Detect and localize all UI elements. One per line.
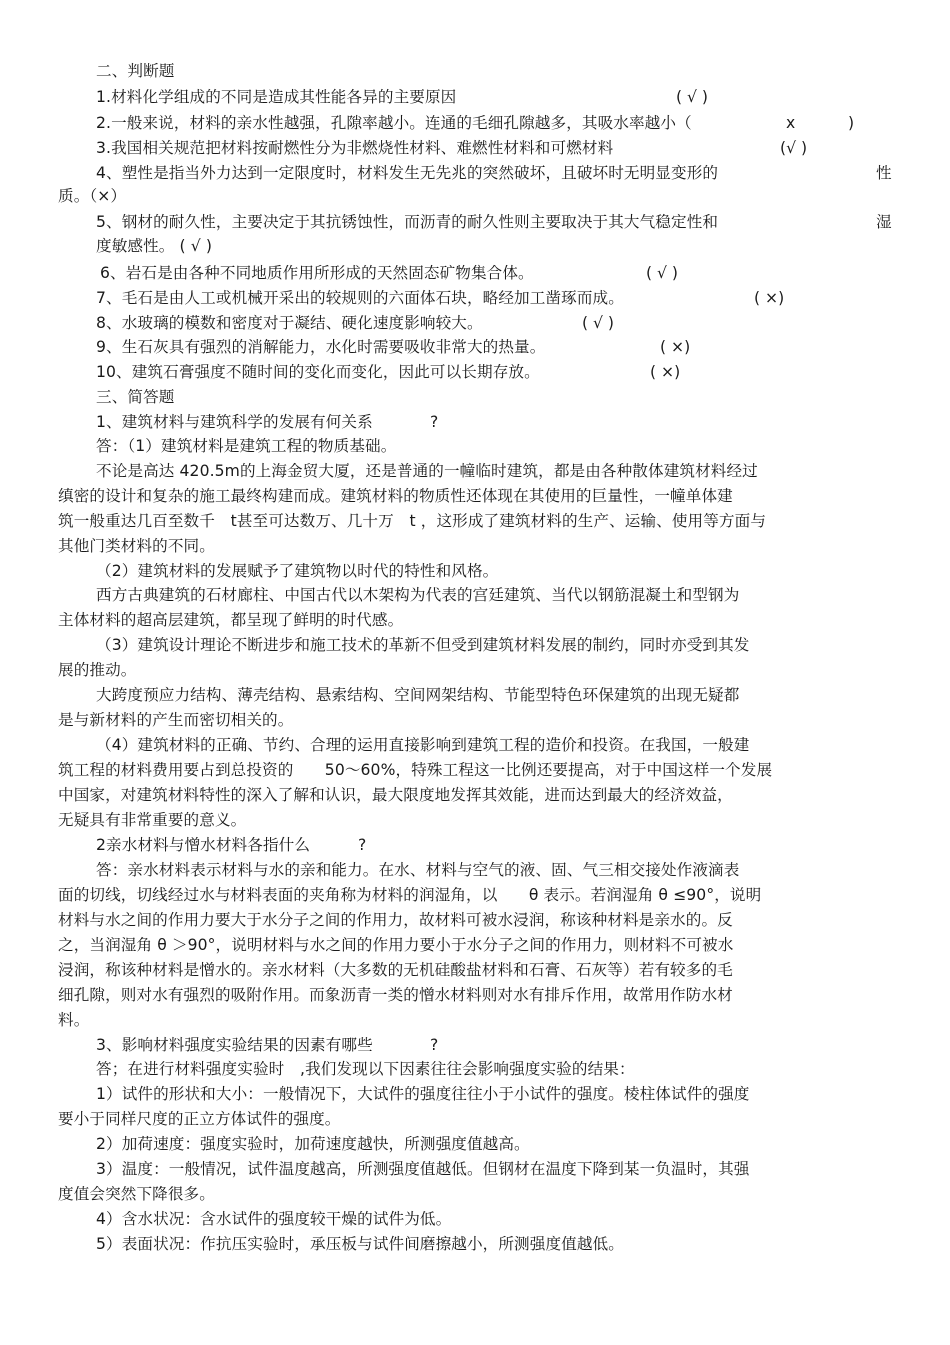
question-1-line: 其他门类材料的不同。 xyxy=(58,537,215,555)
question-2-line: 材料与水之间的作用力要大于水分子之间的作用力，故材料可被水浸润，称该种材料是亲水的。反 xyxy=(58,911,733,929)
question-1-line: 中国家，对建筑材料特性的深入了解和认识，最大限度地发挥其效能，进而达到最大的经济效益， xyxy=(58,786,733,804)
judgment-item-4: 4、塑性是指当外力达到一定限度时，材料发生无先兆的突然破坏，且破坏时无明显变形的 xyxy=(96,164,719,182)
judgment-item-1: 1.材料化学组成的不同是造成其性能各异的主要原因 xyxy=(96,88,457,106)
question-3-line: 答；在进行材料强度实验时 ,我们发现以下因素往往会影响强度实验的结果： xyxy=(96,1060,635,1078)
judgment-answer-8: ( √ ) xyxy=(582,314,615,332)
judgment-answer-1: ( √ ) xyxy=(676,88,709,106)
question-1-line: 大跨度预应力结构、薄壳结构、悬索结构、空间网架结构、节能型特色环保建筑的出现无疑都 xyxy=(96,686,740,704)
question-2-line: 答：亲水材料表示材料与水的亲和能力。在水、材料与空气的液、固、气三相交接处作液滴表 xyxy=(96,861,740,879)
question-1-line: 西方古典建筑的石材廊柱、中国古代以木架构为代表的宫廷建筑、当代以钢筋混凝土和型钢为 xyxy=(96,586,740,604)
question-1-line: 不论是高达 420.5m的上海金贸大厦，还是普通的一幢临时建筑，都是由各种散体建筑材料经过 xyxy=(96,462,758,480)
judgment-answer-7: ( ×) xyxy=(754,289,785,307)
question-1-line: （2）建筑材料的发展赋予了建筑物以时代的特性和风格。 xyxy=(96,562,499,580)
question-1-qmark: ? xyxy=(430,413,439,431)
section-heading-short-answer: 三、简答题 xyxy=(96,388,175,406)
question-2-line: 之，当润湿角 θ ＞90°，说明材料与水之间的作用力要小于水分子之间的作用力，则材料不可被水 xyxy=(58,936,734,954)
judgment-item-5: 5、钢材的耐久性，主要决定于其抗锈蚀性，而沥青的耐久性则主要取决于其大气稳定性和 xyxy=(96,213,719,231)
judgment-answer-10: ( ×) xyxy=(650,363,681,381)
judgment-item-5-tail: 湿 xyxy=(876,213,892,231)
judgment-answer-3: (√ ) xyxy=(780,139,808,157)
question-1-line: 无疑具有非常重要的意义。 xyxy=(58,811,247,829)
question-1-line: （3）建筑设计理论不断进步和施工技术的革新不但受到建筑材料发展的制约，同时亦受到其发 xyxy=(96,636,750,654)
question-2-line: 料。 xyxy=(58,1011,90,1029)
judgment-answer-2: x xyxy=(786,114,796,132)
question-1-line: 筑一般重达几百至数千 t甚至可达数万、几十万 t ，这形成了建筑材料的生产、运输、使用等方面与 xyxy=(58,512,767,530)
question-1-line: 筑工程的材料费用要占到总投资的 50～60%，特殊工程这一比例还要提高，对于中国这样一个发展 xyxy=(58,761,773,779)
question-3-line: 5）表面状况：作抗压实验时，承压板与试件间磨擦越小，所测强度值越低。 xyxy=(96,1235,624,1253)
judgment-answer-2-close: ) xyxy=(848,114,855,132)
question-1-line: 缜密的设计和复杂的施工最终构建而成。建筑材料的物质性还体现在其使用的巨量性，一幢单体建 xyxy=(58,487,733,505)
question-2-title: 2亲水材料与憎水材料各指什么 xyxy=(96,836,311,854)
judgment-item-4-cont: 质。（×） xyxy=(58,187,127,205)
section-heading-judgment: 二、判断题 xyxy=(96,62,175,80)
question-1-line: 展的推动。 xyxy=(58,661,137,679)
judgment-item-4-tail: 性 xyxy=(876,164,892,182)
question-2-line: 浸润，称该种材料是憎水的。亲水材料（大多数的无机硅酸盐材料和石膏、石灰等）若有较多的毛 xyxy=(58,961,733,979)
judgment-item-3: 3.我国相关规范把材料按耐燃性分为非燃烧性材料、难燃性材料和可燃材料 xyxy=(96,139,614,157)
judgment-item-6: 6、岩石是由各种不同地质作用所形成的天然固态矿物集合体。 xyxy=(100,264,534,282)
judgment-answer-9: ( ×) xyxy=(660,338,691,356)
question-1-title: 1、建筑材料与建筑科学的发展有何关系 xyxy=(96,413,373,431)
question-3-line: 3）温度：一般情况，试件温度越高，所测强度值越低。但钢材在温度下降到某一负温时，其强 xyxy=(96,1160,750,1178)
question-3-title: 3、影响材料强度实验结果的因素有哪些 xyxy=(96,1036,373,1054)
question-3-line: 2）加荷速度：强度实验时，加荷速度越快，所测强度值越高。 xyxy=(96,1135,530,1153)
judgment-item-9: 9、生石灰具有强烈的消解能力，水化时需要吸收非常大的热量。 xyxy=(96,338,546,356)
judgment-item-2: 2.一般来说，材料的亲水性越强，孔隙率越小。连通的毛细孔隙越多，其吸水率越小（ xyxy=(96,114,692,132)
judgment-item-8: 8、水玻璃的模数和密度对于凝结、硬化速度影响较大。 xyxy=(96,314,483,332)
question-3-line: 度值会突然下降很多。 xyxy=(58,1185,215,1203)
question-2-qmark: ? xyxy=(358,836,367,854)
judgment-answer-6: ( √ ) xyxy=(646,264,679,282)
question-3-line: 4）含水状况：含水试件的强度较干燥的试件为低。 xyxy=(96,1210,452,1228)
question-1-line: （4）建筑材料的正确、节约、合理的运用直接影响到建筑工程的造价和投资。在我国，一般建 xyxy=(96,736,750,754)
judgment-item-7: 7、毛石是由人工或机械开采出的较规则的六面体石块，略经加工凿琢而成。 xyxy=(96,289,624,307)
question-2-line: 细孔隙，则对水有强烈的吸附作用。而象沥青一类的憎水材料则对水有排斥作用，故常用作防水材 xyxy=(58,986,733,1004)
question-3-qmark: ? xyxy=(430,1036,439,1054)
judgment-item-10: 10、建筑石膏强度不随时间的变化而变化，因此可以长期存放。 xyxy=(96,363,540,381)
question-3-line: 1）试件的形状和大小：一般情况下，大试件的强度往往小于小试件的强度。棱柱体试件的强度 xyxy=(96,1085,750,1103)
question-1-line: 是与新材料的产生而密切相关的。 xyxy=(58,711,294,729)
question-1-line: 主体材料的超高层建筑，都呈现了鲜明的时代感。 xyxy=(58,611,404,629)
question-1-line: 答：（1）建筑材料是建筑工程的物质基础。 xyxy=(96,437,397,455)
question-2-line: 面的切线，切线经过水与材料表面的夹角称为材料的润湿角，以 θ 表示。若润湿角 θ ≤90°，说明 xyxy=(58,886,762,904)
question-3-line: 要小于同样尺度的正立方体试件的强度。 xyxy=(58,1110,341,1128)
judgment-item-5-cont: 度敏感性。 ( √ ) xyxy=(96,237,213,255)
